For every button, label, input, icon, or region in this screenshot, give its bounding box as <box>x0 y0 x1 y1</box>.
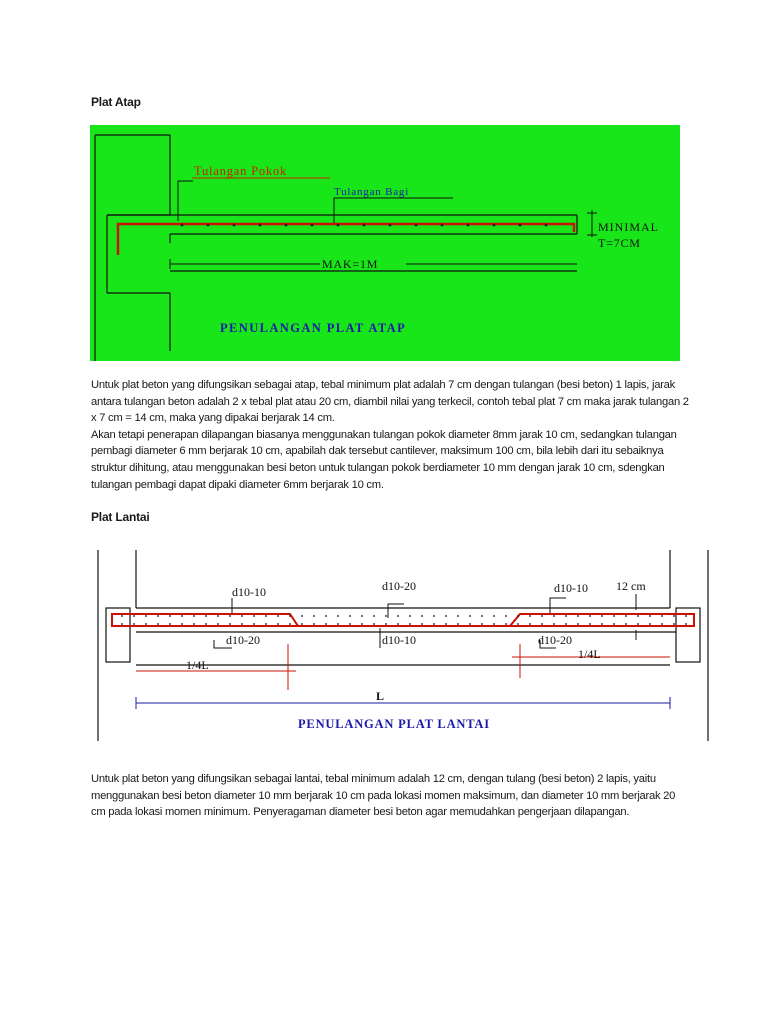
rebar-dot <box>121 623 123 625</box>
distribution-rebar-dot <box>259 224 262 227</box>
rebar-dot <box>325 623 327 625</box>
rebar-dot <box>241 615 243 617</box>
rebar-dot <box>469 615 471 617</box>
rebar-dot <box>673 615 675 617</box>
rebar-dot <box>133 615 135 617</box>
figure-caption-plat-atap: PENULANGAN PLAT ATAP <box>220 321 407 335</box>
rebar-dot <box>577 615 579 617</box>
label-leaders <box>214 594 636 648</box>
rebar-dot <box>481 623 483 625</box>
rebar-dot <box>229 623 231 625</box>
rebar-dot <box>421 623 423 625</box>
rebar-dot <box>637 615 639 617</box>
slab-rebars <box>112 614 694 626</box>
rebar-dot <box>169 615 171 617</box>
rebar-dot <box>553 623 555 625</box>
rebar-dot <box>157 623 159 625</box>
rebar-dot <box>277 623 279 625</box>
rebar-dot <box>169 623 171 625</box>
rebar-dot <box>337 623 339 625</box>
rebar-dot <box>241 623 243 625</box>
distribution-rebar-dot <box>389 224 392 227</box>
rebar-dot <box>649 623 651 625</box>
rebar-dot <box>613 623 615 625</box>
rebar-dot <box>541 623 543 625</box>
rebar-dot <box>277 615 279 617</box>
plat-lantai-diagram <box>92 548 716 743</box>
rebar-dot <box>349 623 351 625</box>
rebar-dot <box>349 615 351 617</box>
rebar-dot <box>553 615 555 617</box>
rebar-dot <box>265 623 267 625</box>
rebar-dot <box>433 615 435 617</box>
distribution-rebar-dot <box>415 224 418 227</box>
rebar-dot <box>517 623 519 625</box>
rebar-dot <box>193 623 195 625</box>
rebar-label-bot-right: d10-20 <box>538 633 572 647</box>
rebar-dot <box>673 623 675 625</box>
rebar-dot <box>529 623 531 625</box>
rebar-label-top-left: d10-10 <box>232 585 266 599</box>
rebar-dot <box>361 615 363 617</box>
distribution-rebar-dot <box>441 224 444 227</box>
rebar-label-bot-mid: d10-10 <box>382 633 416 647</box>
rebar-dot <box>517 615 519 617</box>
rebar-dot <box>685 623 687 625</box>
distribution-rebar-dot <box>545 224 548 227</box>
rebar-dot <box>145 615 147 617</box>
plat-atap-diagram <box>90 125 680 361</box>
span-label: L <box>376 689 385 703</box>
rebar-dot <box>661 623 663 625</box>
label-tulangan-bagi: Tulangan Bagi <box>334 186 410 198</box>
rebar-dot <box>589 623 591 625</box>
rebar-dot <box>445 615 447 617</box>
rebar-dot <box>217 623 219 625</box>
rebar-dot <box>505 615 507 617</box>
label-tulangan-pokok: Tulangan Pokok <box>194 164 288 178</box>
rebar-dot <box>181 623 183 625</box>
paragraph-plat-lantai: Untuk plat beton yang difungsikan sebagai lantai, tebal minimum adalah 12 cm, dengan tulang (besi beton) 2 lapis, yaitu menggunakan besi beton diameter 10 mm berjarak 10 cm pada lokasi momen maksimum, dan diameter 10 mm berjarak 20 cm pada lokasi momen minimum. Penyeragaman diameter besi beton agar memudahkan pengerjaan dilapangan. <box>91 773 676 819</box>
label-thickness: T=7CM <box>598 236 641 250</box>
rebar-dot <box>145 623 147 625</box>
rebar-dot <box>457 623 459 625</box>
rebar-dot <box>205 623 207 625</box>
rebar-dot <box>313 623 315 625</box>
rebar-label-top-right: d10-10 <box>554 581 588 595</box>
rebar-dot <box>661 615 663 617</box>
rebar-dot <box>397 615 399 617</box>
rebar-dot <box>133 623 135 625</box>
thickness-label: 12 cm <box>616 579 646 593</box>
rebar-dot <box>637 623 639 625</box>
distribution-rebar-dot <box>181 224 184 227</box>
label-span: MAK=1M <box>322 257 379 271</box>
rebar-dot <box>493 623 495 625</box>
distribution-rebar-dot <box>493 224 496 227</box>
distribution-rebar-dot <box>337 224 340 227</box>
rebar-dot <box>469 623 471 625</box>
rebar-dot <box>601 623 603 625</box>
distribution-rebar-dot <box>363 224 366 227</box>
rebar-dot <box>445 623 447 625</box>
rebar-dot <box>373 615 375 617</box>
rebar-dot <box>181 615 183 617</box>
rebar-dot <box>625 615 627 617</box>
distribution-rebar-dot <box>207 224 210 227</box>
rebar-dot <box>577 623 579 625</box>
rebar-dot <box>325 615 327 617</box>
rebar-dot <box>385 623 387 625</box>
rebar-dot <box>421 615 423 617</box>
rebar-dot <box>361 623 363 625</box>
rebar-dot <box>625 623 627 625</box>
rebar-dot <box>685 615 687 617</box>
rebar-dot <box>217 615 219 617</box>
rebar-dot <box>301 615 303 617</box>
distribution-rebar-dot <box>285 224 288 227</box>
rebar-dot <box>373 623 375 625</box>
rebar-dot <box>565 623 567 625</box>
rebar-dot <box>265 615 267 617</box>
distribution-rebar-dot <box>467 224 470 227</box>
span-dimension-line <box>136 697 670 709</box>
rebar-dot <box>541 615 543 617</box>
rebar-dot <box>193 615 195 617</box>
rebar-dot <box>157 615 159 617</box>
rebar-dot <box>253 623 255 625</box>
rebar-dot <box>565 615 567 617</box>
rebar-dot <box>457 615 459 617</box>
rebar-dot <box>649 615 651 617</box>
rebar-dot <box>613 615 615 617</box>
rebar-label-bot-left: d10-20 <box>226 633 260 647</box>
rebar-dot <box>481 615 483 617</box>
rebar-dot <box>289 623 291 625</box>
rebar-dot <box>601 615 603 617</box>
rebar-dot <box>409 615 411 617</box>
rebar-dot <box>205 615 207 617</box>
rebar-dot <box>409 623 411 625</box>
rebar-dot <box>385 615 387 617</box>
rebar-dot <box>493 615 495 617</box>
rebar-dot <box>589 615 591 617</box>
section-heading-plat-atap: Plat Atap <box>91 95 141 109</box>
rebar-dot <box>301 623 303 625</box>
rebar-dot <box>289 615 291 617</box>
rebar-dots <box>121 615 687 625</box>
rebar-dot <box>229 615 231 617</box>
distribution-rebar-dot <box>311 224 314 227</box>
rebar-dot <box>313 615 315 617</box>
quarter-span-label-left: 1/4L <box>186 658 209 672</box>
rebar-label-top-mid: d10-20 <box>382 579 416 593</box>
quarter-span-label-right: 1/4L <box>578 647 601 661</box>
paragraph-plat-atap: Untuk plat beton yang difungsikan sebagai atap, tebal minimum plat adalah 7 cm dengan tulangan (besi beton) 1 lapis, jarak antara tulangan beton adalah 2 x tebal plat atau 20 cm, diambil nilai yang terkecil, contoh tebal plat 7 cm maka jarak tulangan 2 x 7 cm = 14 cm, maka yang dipakai berjarak 14 cm. Akan tetapi penerapan dilapangan biasanya menggunakan tulangan pokok diameter 8mm jarak 10 cm, sedangkan tulangan pembagi diameter 6 mm berjarak 10 cm, apabilah dak tersebut cantilever, maksimum 100 cm, bila lebih dari itu sebaiknya struktur dihitung, atau menggunakan besi beton untuk tulangan pokok berdiameter 10 mm dengan jarak 10 cm, sdengkan tulangan pembagi dapat dipaki diameter 6mm berjarak 10 cm. <box>91 379 689 491</box>
figure-caption-plat-lantai: PENULANGAN PLAT LANTAI <box>298 717 490 731</box>
rebar-dot <box>529 615 531 617</box>
rebar-dot <box>121 615 123 617</box>
distribution-rebar-dot <box>233 224 236 227</box>
rebar-dot <box>433 623 435 625</box>
rebar-dot <box>253 615 255 617</box>
rebar-dot <box>505 623 507 625</box>
distribution-rebar-dot <box>519 224 522 227</box>
rebar-dot <box>397 623 399 625</box>
section-heading-plat-lantai: Plat Lantai <box>91 510 150 524</box>
label-minimal: MINIMAL <box>598 220 659 234</box>
rebar-dot <box>337 615 339 617</box>
